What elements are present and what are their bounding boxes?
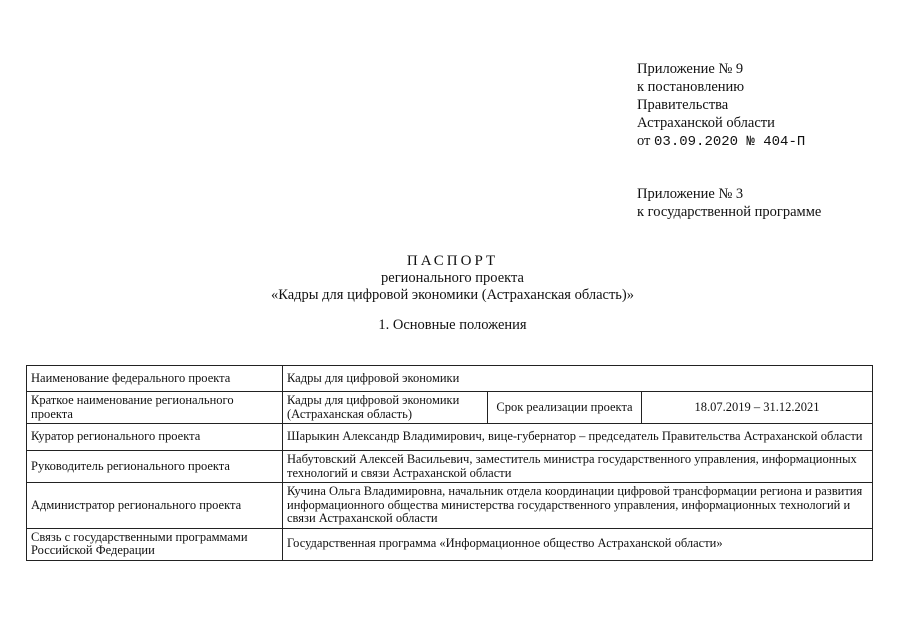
- section-heading: 1. Основные положения: [378, 317, 527, 333]
- table-row: [27, 528, 873, 560]
- appendix-3-line2: к государственной программе: [637, 204, 822, 220]
- table-row: [27, 424, 873, 451]
- admin-value: Кучина Ольга Владимировна, начальник отдела координации цифровой трансформации региона и развития информационного общества министерства государственного управления, информационных технологий и связи Астраханской области: [283, 483, 873, 529]
- federal-project-label: Наименование федерального проекта: [27, 366, 283, 392]
- appendix-9-date-number: 03.09.2020 № 404-П: [654, 134, 806, 150]
- curator-label: Куратор регионального проекта: [27, 424, 283, 451]
- short-name-label: Краткое наименование регионального проекта: [27, 392, 283, 424]
- document-title: ПАСПОРТ: [406, 253, 499, 269]
- curator-value: Шарыкин Александр Владимирович, вице-губернатор – председатель Правительства Астраханской области: [283, 424, 873, 451]
- admin-label: Администратор регионального проекта: [27, 483, 283, 529]
- federal-project-value: Кадры для цифровой экономики: [283, 366, 873, 392]
- short-name-value: Кадры для цифровой экономики (Астраханская область): [283, 392, 488, 424]
- appendix-9-line4: Астраханской области: [637, 115, 775, 131]
- appendix-9-date-line: [637, 132, 805, 151]
- term-label: Срок реализации проекта: [488, 392, 642, 424]
- appendix-3-block: [637, 185, 821, 221]
- appendix-9-line1: Приложение № 9: [637, 61, 744, 77]
- table-row: [27, 366, 873, 392]
- table-row: [27, 483, 873, 529]
- state-programs-link-value: Государственная программа «Информационное общество Астраханской области»: [283, 528, 873, 560]
- appendix-9-date-prefix: от: [637, 133, 651, 149]
- state-programs-link-label: Связь с государственными программами Российской Федерации: [27, 528, 283, 560]
- term-value: 18.07.2019 – 31.12.2021: [642, 392, 873, 424]
- appendix-9-line3: Правительства: [637, 97, 729, 113]
- appendix-3-line1: Приложение № 3: [637, 186, 744, 202]
- appendix-9-block: [637, 60, 805, 151]
- document-subtitle: регионального проекта: [381, 270, 524, 286]
- head-value: Набутовский Алексей Васильевич, заместитель министра государственного управления, информационных технологий и связи Астраханской области: [283, 451, 873, 483]
- table-row: [27, 392, 873, 424]
- project-name: «Кадры для цифровой экономики (Астраханская область)»: [271, 287, 634, 303]
- table-row: [27, 451, 873, 483]
- title-block: [0, 253, 905, 304]
- appendix-9-line2: к постановлению: [637, 79, 745, 95]
- head-label: Руководитель регионального проекта: [27, 451, 283, 483]
- basic-provisions-table: [26, 365, 873, 561]
